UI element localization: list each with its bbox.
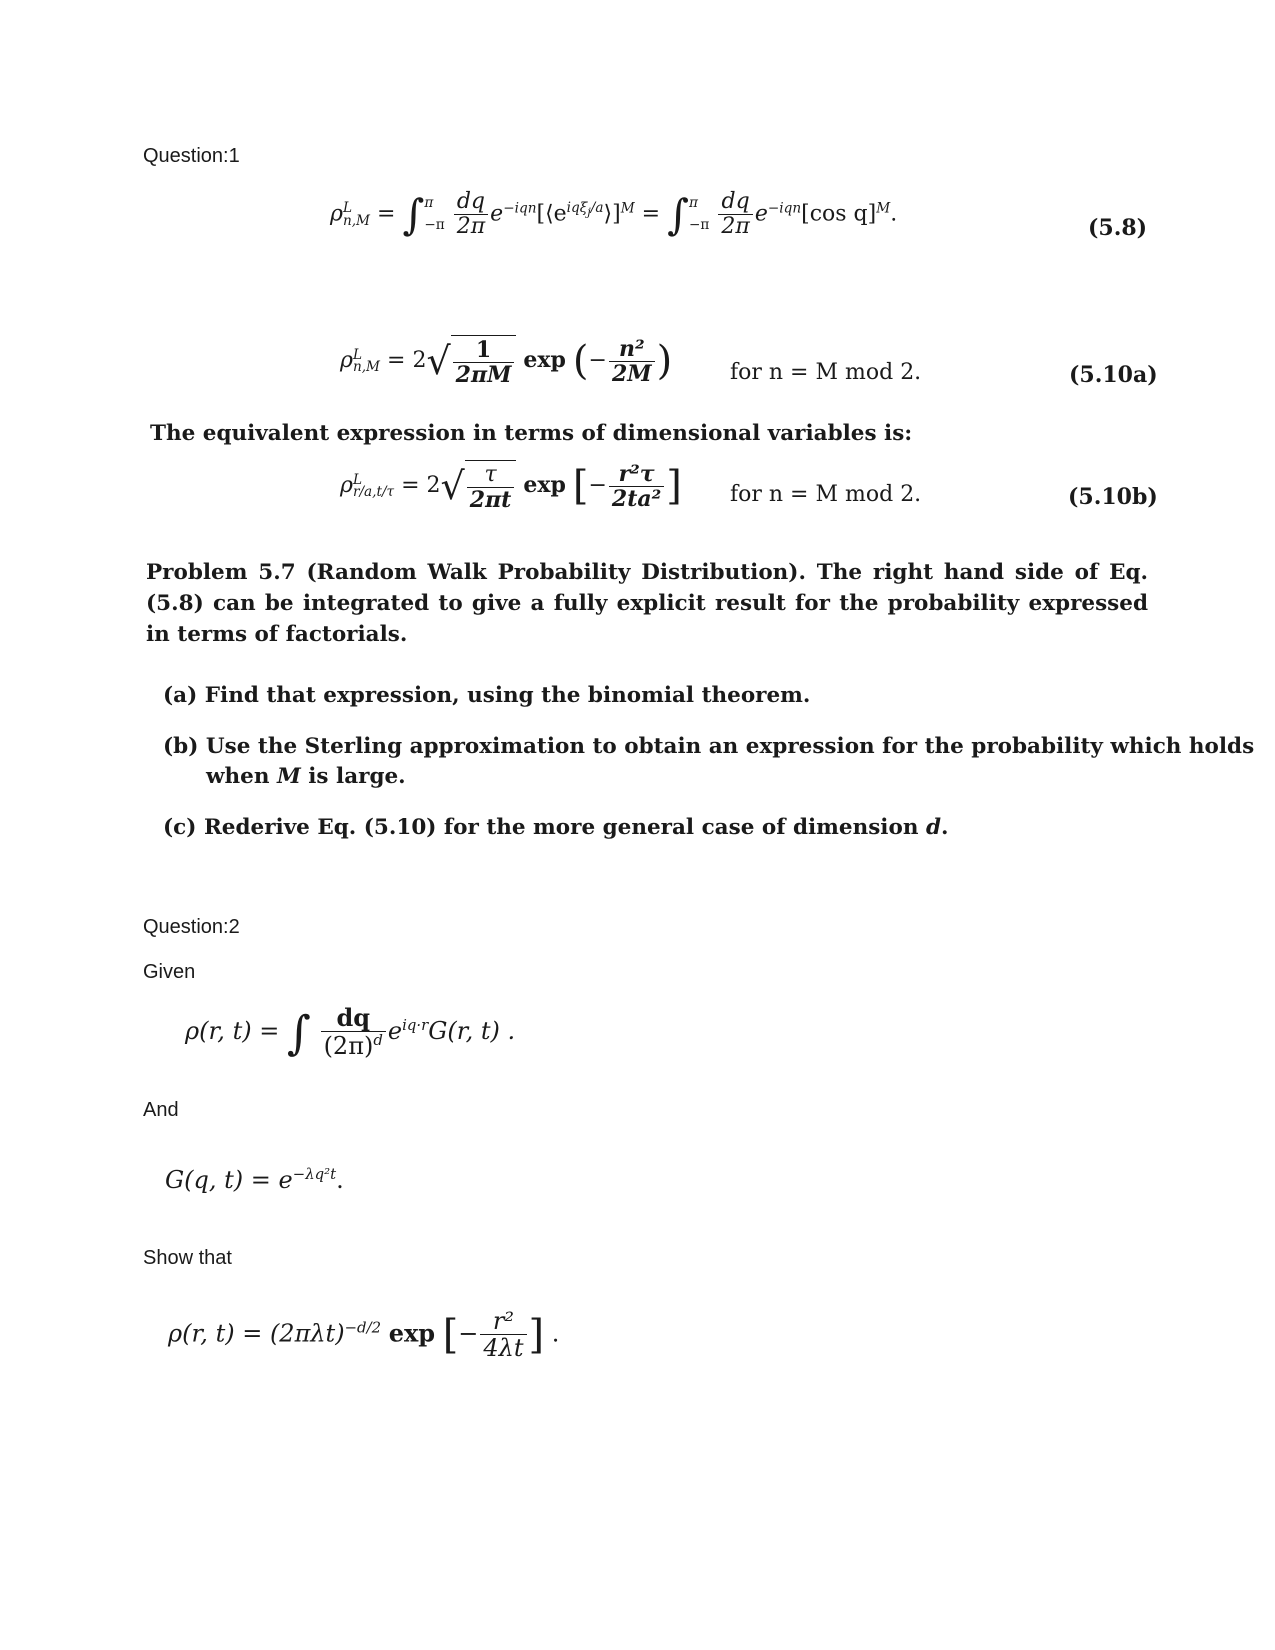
part-b: (b) Use the Sterling approximation to obtain an expression for the probability which holds (163, 734, 1255, 759)
equation-5-10b: ρ L r/a,t/τ = 2√ $\frac{\tau}{2\pi t}$ exp [− $\frac{\text{r²τ}}{\text{2ta²}}$ ] (340, 460, 682, 514)
equation-5-10a: ρ L n,M = 2√ $\frac{1}{2\pi M}$ exp (− $\frac{\text{n²}}{2M}$ ) (340, 335, 673, 389)
equation-result: ρ(r, $t) = (2\pi\lambda t)^{-d/2}$ exp [− $\frac{\text{r²}}{4\lambda t}$ ] . (168, 1307, 560, 1363)
question-1-label: Question:1 (143, 145, 240, 167)
problem-text: The right hand side of Eq. (5.8) can be integrated to give a fully explicit result for the probability expressed in terms of factorials. (146, 560, 1148, 647)
equation-5-8: ρ L n,M = ∫ π −π $\frac{dq}{2\pi}$ $e^{-iqn}[⟨e^{iq\xi_j/a}⟩]^M$ = ∫ π −π $\frac{dq}{2\pi}$ $e^{-iqn}[\cos$ q]$^M$. (330, 189, 898, 240)
equation-5-8-tag: (5.8) (1088, 215, 1148, 241)
problem-heading: Problem 5.7 (Random Walk Probability Distribution). (146, 560, 806, 585)
question-2-label: Question:2 (143, 916, 240, 938)
equation-5-10b-condition: for n = M mod 2. (730, 482, 922, 507)
equation-5-10b-tag: (5.10b) (1068, 484, 1158, 510)
equation-G: G(q, $t) = e^{-\lambda q^2t}$. (165, 1165, 344, 1194)
and-label: And (143, 1099, 179, 1121)
equation-5-10a-tag: (5.10a) (1069, 362, 1158, 388)
problem-5-7-paragraph (146, 557, 1148, 650)
given-label: Given (143, 961, 196, 983)
equation-5-10a-condition: for n = M mod 2. (730, 360, 922, 385)
equation-rho-integral: ρ(r, t) = ∫ $\frac{dq}{(2\pi)^d}$ $e^{iq\cdot r}G(r$, t) . (185, 1003, 516, 1061)
part-b-line-2: when M is large. (206, 764, 406, 789)
part-a: (a) Find that expression, using the binomial theorem. (163, 683, 811, 708)
show-that-label: Show that (143, 1247, 232, 1269)
part-c: (c) Rederive Eq. (5.10) for the more general case of dimension d. (163, 815, 949, 840)
dimensional-intro-text: The equivalent expression in terms of dimensional variables is: (150, 421, 913, 446)
